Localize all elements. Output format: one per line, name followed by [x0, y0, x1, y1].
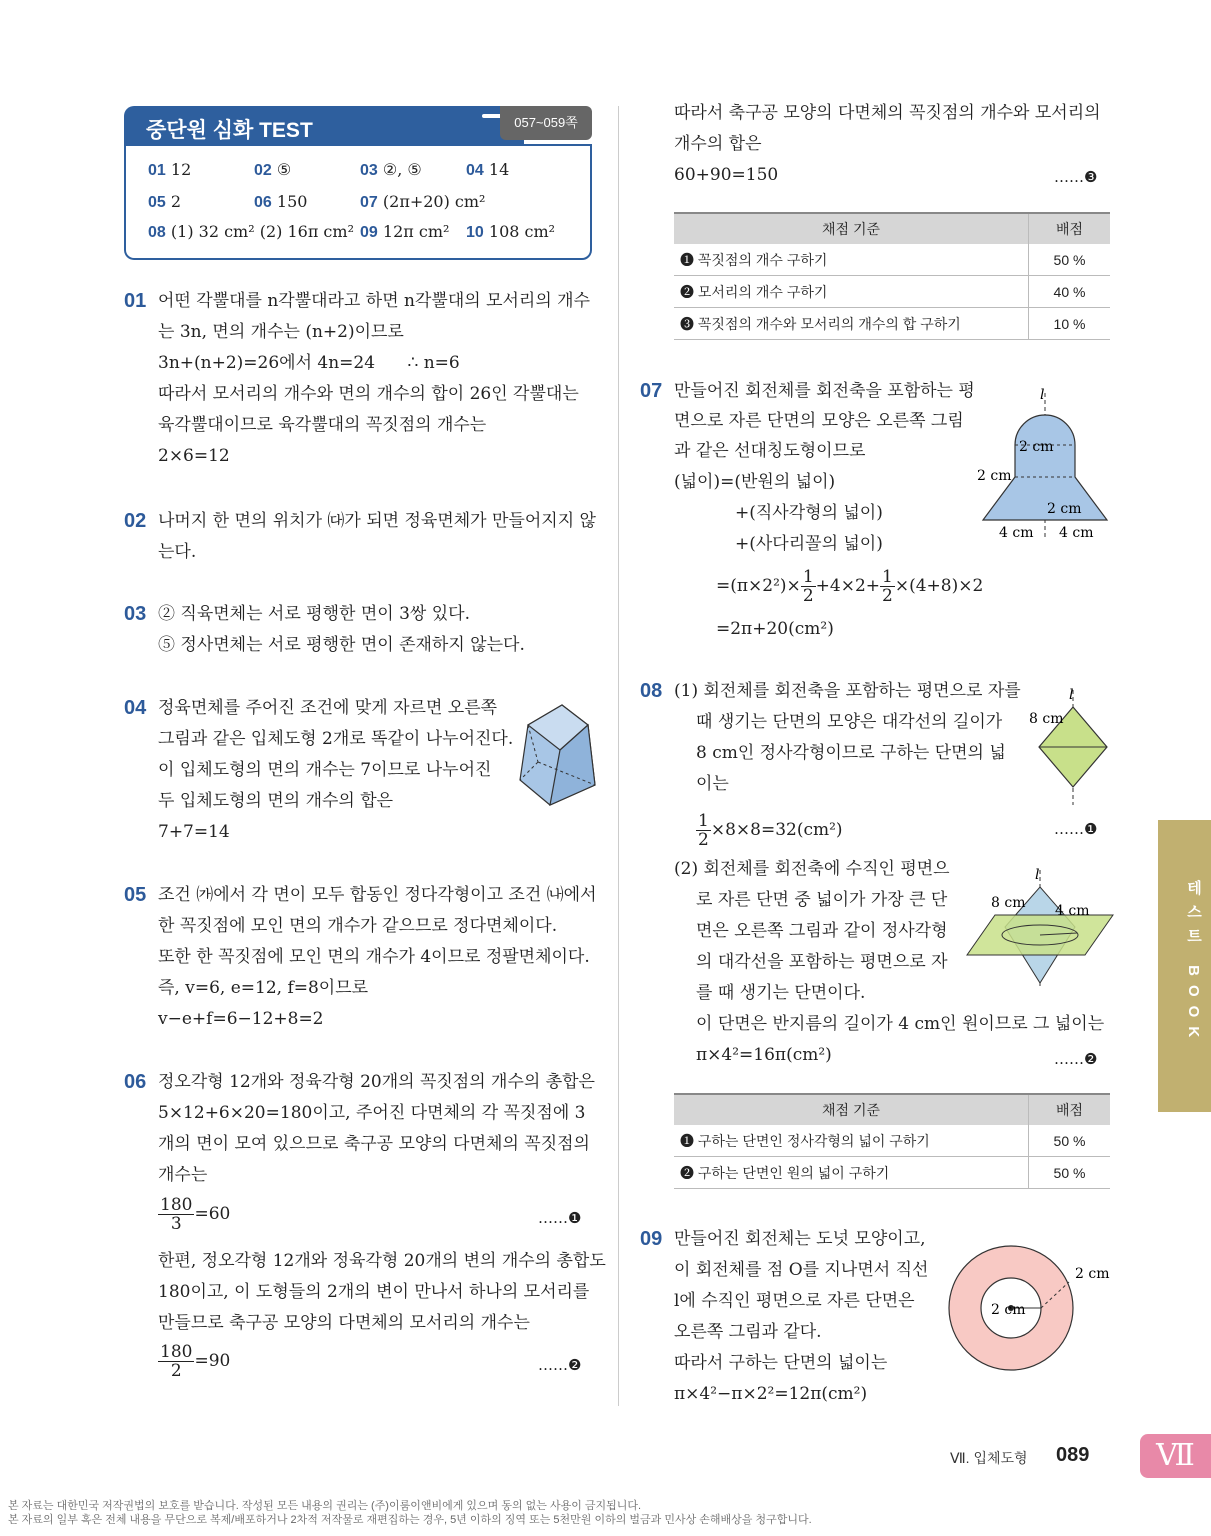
text-line: 정육면체를 주어진 조건에 맞게 자르면 오른쪽: [158, 698, 498, 718]
text-line: 만들므로 축구공 모양의 다면체의 모서리의 개수는: [158, 1313, 530, 1333]
text-line: 2×6=12: [158, 446, 230, 466]
score-mark: ……❶: [538, 1209, 582, 1227]
text-line: 육각뿔대이므로 육각뿔대의 꼭짓점의 개수는: [158, 415, 487, 435]
table-header: 채점 기준: [674, 213, 1029, 244]
text-line: (2) 회전체를 회전축에 수직인 평면으: [674, 859, 950, 879]
equation-line: =(π×2²)× $\frac{1}{2}$ +4×2+ $\frac{1}{2}$ ×(4+8)×2: [716, 567, 984, 606]
score-mark: ……❶: [1054, 820, 1098, 838]
table-header: 배점: [1029, 213, 1111, 244]
text-line: 그림과 같은 입체도형 2개로 똑같이 나누어진다.: [158, 729, 514, 749]
table-header: 배점: [1029, 1094, 1111, 1125]
text-line: 3n+(n+2)=26에서 4n=24 ∴ n=6: [158, 353, 460, 373]
copyright-notice: 본 자료는 대한민국 저작권법의 보호를 받습니다. 작성된 모든 내용의 권리는 (주)이룸이앤비에게 있으며 동의 없는 사용이 금지됩니다.: [8, 1500, 642, 1512]
text-line: 의 대각선을 포함하는 평면으로 자: [696, 952, 948, 972]
text-line: 5×12+6×20=180이고, 주어진 다면체의 각 꼭짓점에 3: [158, 1103, 586, 1123]
score-mark: ……❷: [538, 1356, 582, 1374]
answer-box: [124, 106, 592, 258]
pages-tag: 057~059쪽: [500, 106, 592, 140]
problem-number-05: 05: [124, 884, 147, 906]
text-line: 또한 한 꼭짓점에 모인 면의 개수가 4이므로 정팔면체이다.: [158, 947, 590, 967]
text-line: 이는: [696, 774, 729, 794]
table-header: 채점 기준: [674, 1094, 1029, 1125]
svg-text:2 cm: 2 cm: [1075, 1266, 1110, 1282]
text-line: 따라서 축구공 모양의 다면체의 꼭짓점의 개수와 모서리의: [674, 103, 1101, 123]
column-divider: [618, 106, 619, 1406]
text-line: 이 회전체를 점 O를 지나면서 직선: [674, 1260, 929, 1280]
donut-section-figure: [945, 1232, 1111, 1384]
text-line: 를 때 생기는 단면이다.: [696, 983, 866, 1003]
text-line: 60+90=150: [674, 165, 779, 185]
text-line: 만들어진 회전체를 회전축을 포함하는 평: [674, 381, 975, 401]
answer-06: 06 150: [254, 192, 308, 211]
text-line: 개수의 합은: [674, 134, 762, 154]
answer-01: 01 12: [148, 160, 192, 179]
text-line: 과 같은 선대칭도형이므로: [674, 441, 866, 461]
text-line: 면으로 자른 단면의 모양은 오른쪽 그림: [674, 411, 964, 431]
cross-section-figure-07: [975, 385, 1115, 545]
svg-text:4 cm: 4 cm: [1059, 525, 1094, 541]
chapter-badge: Ⅶ: [1140, 1434, 1211, 1478]
problem-number-07: 07: [640, 380, 663, 402]
problem-number-04: 04: [124, 697, 147, 719]
text-line: 오른쪽 그림과 같다.: [674, 1322, 822, 1342]
text-line: π×4²=16π(cm²): [696, 1045, 832, 1065]
svg-text:l: l: [1040, 387, 1045, 403]
text-line: 는다.: [158, 542, 197, 562]
text-line: π×4²−π×2²=12π(cm²): [674, 1384, 868, 1404]
text-line: (1) 회전체를 회전축을 포함하는 평면으로 자를: [674, 681, 1021, 701]
answer-04: 04 14: [466, 160, 510, 179]
text-line: 때 생기는 단면의 모양은 대각선의 길이가: [696, 712, 1003, 732]
text-line: 한편, 정오각형 12개와 정육각형 20개의 변의 개수의 총합도: [158, 1251, 606, 1271]
text-line: 한 꼭짓점에 모인 면의 개수가 같으므로 정다면체이다.: [158, 916, 558, 936]
chapter-label: Ⅶ. 입체도형: [950, 1450, 1028, 1466]
circle-section-figure: [965, 865, 1115, 993]
svg-text:4 cm: 4 cm: [1055, 903, 1090, 919]
text-line: 즉, v=6, e=12, f=8이므로: [158, 978, 369, 998]
svg-text:8 cm: 8 cm: [1029, 711, 1064, 727]
fraction-equation: $\frac{180}{3}$ =60: [160, 1195, 231, 1234]
text-line: 조건 ㈎에서 각 면이 모두 합동인 정다각형이고 조건 ㈏에서: [158, 885, 597, 905]
text-line: ⑤ 정사면체는 서로 평행한 면이 존재하지 않는다.: [158, 635, 525, 655]
answer-03: 03 ②, ⑤: [360, 160, 422, 179]
svg-text:2 cm: 2 cm: [1019, 439, 1054, 455]
text-line: 180이고, 이 도형들의 2개의 변이 만나서 하나의 모서리를: [158, 1282, 590, 1302]
table-row: ❷ 구하는 단면인 원의 넓이 구하기 50 %: [674, 1157, 1110, 1189]
problem-number-06: 06: [124, 1071, 147, 1093]
text-line: 7+7=14: [158, 822, 230, 842]
text-line: ② 직육면체는 서로 평행한 면이 3쌍 있다.: [158, 604, 470, 624]
problem-number-09: 09: [640, 1228, 663, 1250]
text-line: l에 수직인 평면으로 자른 단면은: [674, 1291, 915, 1311]
svg-text:l: l: [1035, 867, 1040, 883]
text-line: 만들어진 회전체는 도넛 모양이고,: [674, 1229, 926, 1249]
svg-text:4 cm: 4 cm: [999, 525, 1034, 541]
text-line: 면은 오른쪽 그림과 같이 정사각형: [696, 921, 948, 941]
problem-number-01: 01: [124, 290, 147, 312]
square-section-figure: [1025, 685, 1115, 810]
table-row: ❶ 꼭짓점의 개수 구하기 50 %: [674, 244, 1110, 276]
answer-09: 09 12π cm²: [360, 222, 450, 241]
answer-box-body: [124, 144, 592, 260]
text-line: 개수는: [158, 1165, 208, 1185]
text-line: 따라서 모서리의 개수와 면의 개수의 합이 26인 각뿔대는: [158, 384, 579, 404]
svg-text:2 cm: 2 cm: [1047, 501, 1082, 517]
answer-10: 10 108 cm²: [466, 222, 556, 241]
problem-number-08: 08: [640, 680, 663, 702]
text-line: 개의 면이 모여 있으므로 축구공 모양의 다면체의 꼭짓점의: [158, 1134, 590, 1154]
equation-line: =2π+20(cm²): [716, 619, 834, 639]
problem-number-03: 03: [124, 603, 147, 625]
svg-text:l: l: [1069, 687, 1074, 703]
text-line: 8 cm인 정사각형이므로 구하는 단면의 넓: [696, 743, 1006, 763]
problem-number-02: 02: [124, 510, 147, 532]
text-line: +(사다리꼴의 넓이): [735, 534, 883, 554]
table-row: ❶ 구하는 단면인 정사각형의 넓이 구하기 50 %: [674, 1125, 1110, 1157]
score-mark: ……❸: [1054, 168, 1098, 186]
text-line: 나머지 한 면의 위치가 ㈐가 되면 정육면체가 만들어지지 않: [158, 511, 596, 531]
answer-05: 05 2: [148, 192, 182, 211]
svg-text:8 cm: 8 cm: [991, 895, 1026, 911]
text-line: 따라서 구하는 단면의 넓이는: [674, 1353, 888, 1373]
text-line: 로 자른 단면 중 넓이가 가장 큰 단: [696, 890, 948, 910]
scoring-table-2: [674, 1093, 1110, 1189]
answer-07: 07 (2π+20) cm²: [360, 192, 486, 211]
side-tab-label: 테스트 BOOK: [1185, 880, 1202, 1047]
text-line: v−e+f=6−12+8=2: [158, 1009, 324, 1029]
scoring-table-1: [674, 212, 1110, 340]
table-row: ❷ 모서리의 개수 구하기 40 %: [674, 276, 1110, 308]
cut-cube-figure: [510, 700, 600, 810]
text-line: 는 3n, 면의 개수는 (n+2)이므로: [158, 322, 404, 342]
text-line: 이 입체도형의 면의 개수는 7이므로 나누어진: [158, 760, 492, 780]
page-title: 중단원 심화 TEST: [146, 119, 313, 142]
text-line: +(직사각형의 넓이): [735, 503, 883, 523]
fraction-equation: $\frac{180}{2}$ =90: [160, 1342, 231, 1381]
page-number: 089: [1056, 1444, 1090, 1466]
score-mark: ……❷: [1054, 1050, 1098, 1068]
text-line: 두 입체도형의 면의 개수의 합은: [158, 791, 394, 811]
copyright-notice: 본 자료의 일부 혹은 전체 내용을 무단으로 복제/배포하거나 2차적 저작물로 재편집하는 경우, 5년 이하의 징역 또는 5천만원 이하의 벌금과 민사상 손해배상을 청구합니다.: [8, 1514, 812, 1526]
equation-line: $\frac{1}{2}$ ×8×8=32(cm²): [698, 811, 843, 850]
svg-text:2 cm: 2 cm: [977, 468, 1012, 484]
text-line: 어떤 각뿔대를 n각뿔대라고 하면 n각뿔대의 모서리의 개수: [158, 291, 591, 311]
text-line: 정오각형 12개와 정육각형 20개의 꼭짓점의 개수의 총합은: [158, 1072, 595, 1092]
svg-text:2 cm: 2 cm: [991, 1302, 1026, 1318]
table-row: ❸ 꼭짓점의 개수와 모서리의 개수의 합 구하기 10 %: [674, 308, 1110, 340]
text-line: (넓이)=(반원의 넓이): [674, 472, 836, 492]
answer-08: 08 (1) 32 cm² (2) 16π cm²: [148, 222, 354, 241]
text-line: 이 단면은 반지름의 길이가 4 cm인 원이므로 그 넓이는: [696, 1014, 1105, 1034]
answer-02: 02 ⑤: [254, 160, 292, 179]
